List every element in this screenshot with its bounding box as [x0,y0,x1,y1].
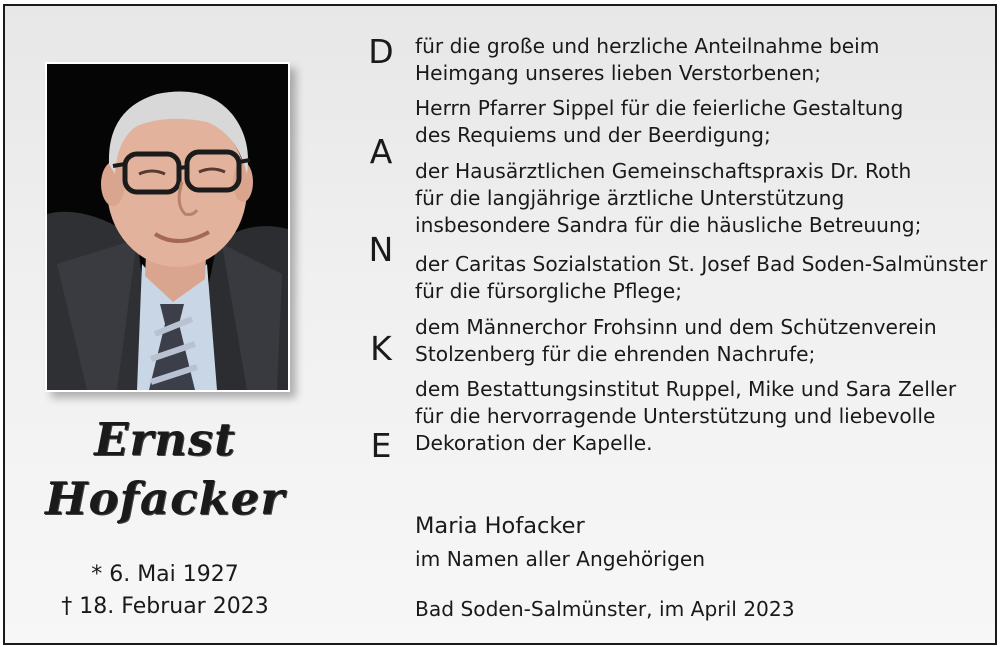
danke-letter-e: E [370,426,392,465]
text-line: der Caritas Sozialstation St. Josef Bad Soden-Salmünster [415,252,988,276]
deceased-first-name: Ernst [94,413,236,466]
text-line: Herrn Pfarrer Sippel für die feierliche Gestaltung [415,96,904,120]
portrait-photo [45,62,290,392]
thanks-paragraph-doctors [415,158,921,239]
thanks-paragraph-choir [415,314,937,368]
text-line: dem Bestattungsinstitut Ruppel, Mike und Sara Zeller [415,377,957,401]
text-line: insbesondere Sandra für die häusliche Betreuung; [415,213,922,237]
obituary-card [3,4,997,645]
death-date: † 18. Februar 2023 [61,594,269,619]
text-line: Stolzenberg für die ehrenden Nachrufe; [415,342,816,366]
text-line: Heimgang unseres lieben Verstorbenen; [415,61,821,85]
danke-letter-d: D [368,32,394,71]
thanks-paragraph-funeral-home [415,376,956,457]
text-line: für die fürsorgliche Pflege; [415,279,683,303]
text-line: des Requiems und der Beerdigung; [415,123,771,147]
signer-family-line: im Namen aller Angehörigen [415,547,706,571]
deceased-last-name: Hofacker [45,472,285,525]
text-line: Dekoration der Kapelle. [415,431,653,455]
text-line: der Hausärztlichen Gemeinschaftspraxis Dr. Roth [415,159,912,183]
danke-letter-k: K [370,329,392,368]
birth-date: * 6. Mai 1927 [91,562,239,587]
thanks-paragraph-condolences [415,33,879,87]
danke-letter-n: N [368,230,394,269]
text-line: für die hervorragende Unterstützung und liebevolle [415,404,936,428]
text-line: für die große und herzliche Anteilnahme beim [415,34,880,58]
signer-name: Maria Hofacker [415,513,585,539]
danke-letter-a: A [369,132,393,171]
thanks-paragraph-caritas [415,251,987,305]
portrait-illustration [47,64,288,390]
text-line: für die langjährige ärztliche Unterstützung [415,186,845,210]
thanks-paragraph-pastor [415,95,903,149]
text-line: dem Männerchor Frohsinn und dem Schützenverein [415,315,937,339]
place-and-date: Bad Soden-Salmünster, im April 2023 [415,597,795,621]
